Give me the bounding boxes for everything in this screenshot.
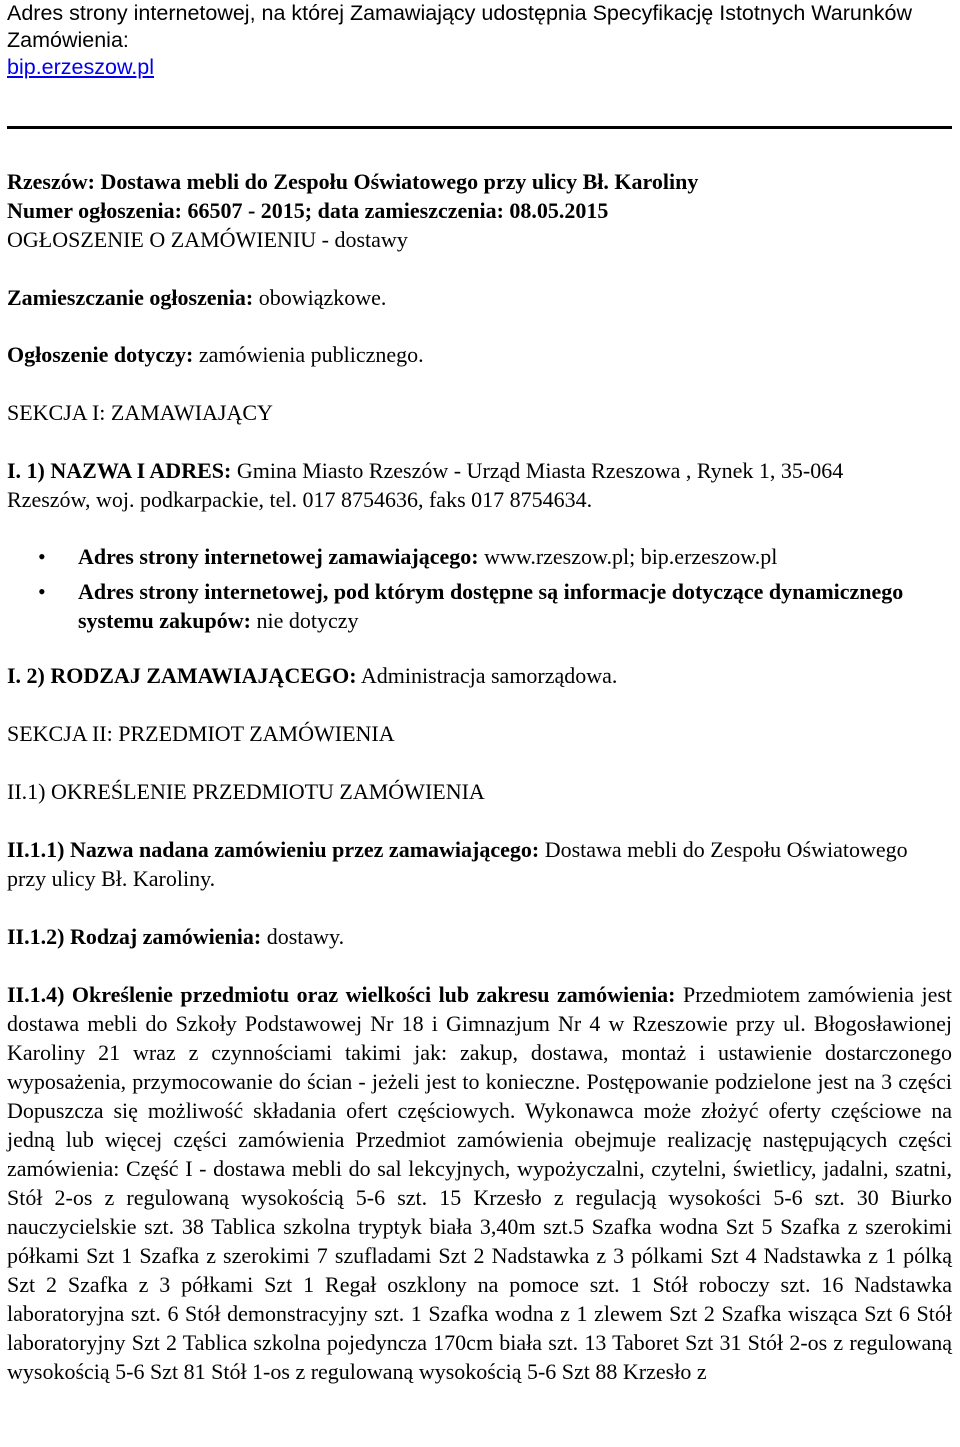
website-value: www.rzeszow.pl; bip.erzeszow.pl [484,544,778,569]
list-item [7,542,952,571]
contract-kind-label: II.1.2) Rodzaj zamówienia: [7,924,262,949]
subject-definition-heading: II.1) OKREŚLENIE PRZEDMIOTU ZAMÓWIENIA [7,779,485,804]
bullet-icon: • [38,579,46,604]
notice-title-line2: Numer ogłoszenia: 66507 - 2015; data zamieszczenia: 08.05.2015 [7,198,609,223]
notice-type: OGŁOSZENIE O ZAMÓWIENIU - dostawy [7,227,408,252]
contract-kind-value: dostawy. [266,924,345,949]
list-item [7,577,952,635]
contracting-bullets [7,542,952,641]
contracting-type-value: Administracja samorządowa. [360,663,618,688]
concerns-row [7,340,952,369]
contracting-name-address [7,456,952,514]
contract-name-value: Dostawa mebli do Zespołu Oświatowego przy ulicy Bł. Karoliny. [7,837,908,891]
contract-name-label: II.1.1) Nazwa nadana zamówieniu przez zamawiającego: [7,837,540,862]
section1-heading: SEKCJA I: ZAMAWIAJĄCY [7,400,273,425]
placement-row [7,283,952,312]
notice-title-line1: Rzeszów: Dostawa mebli do Zespołu Oświatowego przy ulicy Bł. Karoliny [7,169,699,194]
contracting-name-label: I. 1) NAZWA I ADRES: [7,458,232,483]
contracting-type-label: I. 2) RODZAJ ZAMAWIAJĄCEGO: [7,663,357,688]
contract-kind-row [7,922,952,951]
placement-label: Zamieszczanie ogłoszenia: [7,285,254,310]
concerns-value: zamówienia publicznego. [198,342,424,367]
notice-title [7,167,952,225]
bullet-icon: • [38,544,46,569]
concerns-label: Ogłoszenie dotyczy: [7,342,194,367]
siwz-link[interactable]: bip.erzeszow.pl [7,55,154,79]
section2-heading: SEKCJA II: PRZEDMIOT ZAMÓWIENIA [7,721,395,746]
document-page [7,0,953,1384]
contracting-type-row [7,661,952,690]
dps-label: Adres strony internetowej, pod którym dostępne są informacje dotyczące dynamicznego systemu zakupów: [78,579,904,633]
siwz-address-header [7,0,952,81]
contracting-name-value: Gmina Miasto Rzeszów - Urząd Miasta Rzeszowa , Rynek 1, 35-064 Rzeszów, woj. podkarpackie, tel. 017 8754636, faks 017 8754634. [7,458,844,512]
website-label: Adres strony internetowej zamawiającego: [78,544,479,569]
dps-value: nie dotyczy [256,608,359,633]
siwz-address-text: Adres strony internetowej, na której Zamawiający udostępnia Specyfikację Istotnych Warunków Zamówienia: [7,1,913,52]
subject-description [7,980,952,1386]
horizontal-rule [7,126,952,129]
contract-name-row [7,835,952,893]
subject-description-label: II.1.4) Określenie przedmiotu oraz wielkości lub zakresu zamówienia: [7,982,676,1007]
subject-description-value: Przedmiotem zamówienia jest dostawa mebli do Szkoły Podstawowej Nr 18 i Gimnazjum Nr 4 w Rzeszowie przy ul. Błogosławionej Karoliny 21 wraz z czynnościami takimi jak: zakup, dostawa, montaż i ustawienie dostarczonego wyposażenia, przymocowanie do ścian - jeżeli jest to konieczne. Postępowanie podzielone jest na 3 części Dopuszcza się możliwość składania ofert częściowych. Wykonawca może złożyć oferty częściowe na jedną lub więcej części zamówienia Przedmiot zamówienia obejmuje realizację następujących części zamówienia: Część I - dostawa mebli do sal lekcyjnych, wypożyczalni, czytelni, świetlicy, jadalni, szatni, Stół 2-os z regulowaną wysokością 5-6 szt. 15 Krzesło z regulacją wysokości 5-6 szt. 30 Biurko nauczycielskie szt. 38 Tablica szkolna tryptyk biała 3,40m szt.5 Szafka wodna Szt 5 Szafka z szerokimi półkami Szt 1 Szafka z szerokimi 7 szufladami Szt 2 Nadstawka z 3 pólkami Szt 4 Nadstawka z 1 pólką Szt 2 Szafka z 3 półkami Szt 1 Regał oszklony na pomoce szt. 1 Stół roboczy szt. 16 Nadstawka laboratoryjna szt. 6 Stół demonstracyjny szt. 1 Szafka wodna z 1 zlewem Szt 2 Szafka wisząca Szt 6 Stół laboratoryjny Szt 2 Tablica szkolna pojedyncza 170cm biała szt. 13 Taboret Szt 31 Stół 2-os z regulowaną wysokością 5-6 Szt 81 Stół 1-os z regulowaną wysokością 5-6 Szt 88 Krzesło z [7,982,953,1384]
placement-value: obowiązkowe. [258,285,387,310]
